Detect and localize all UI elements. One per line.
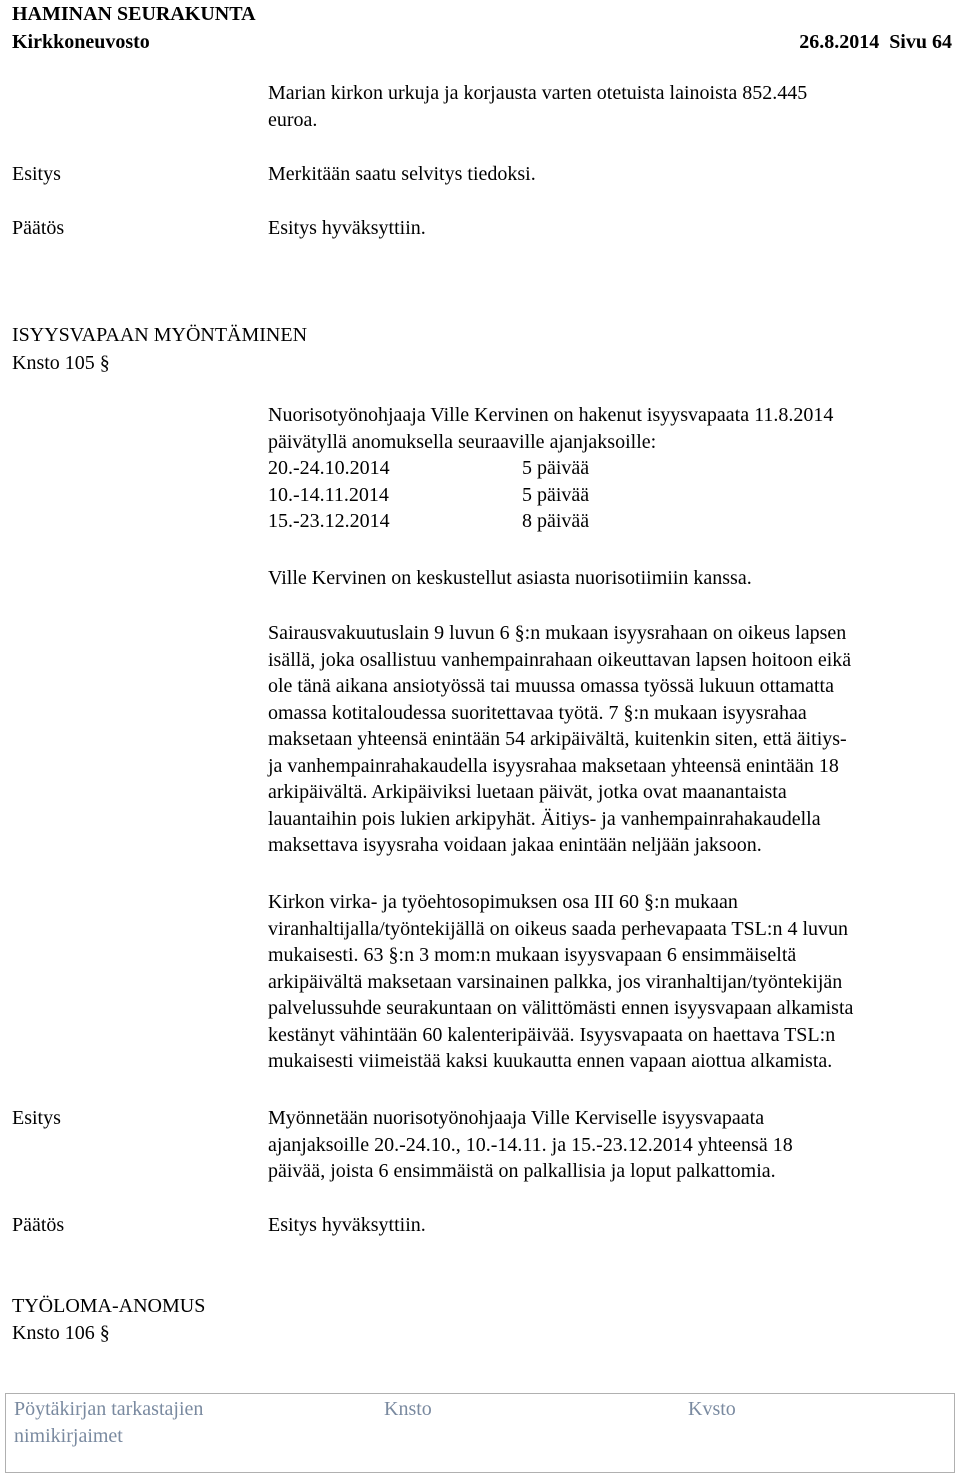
law-paragraph: Sairausvakuutuslain 9 luvun 6 §:n mukaan isyysrahaan on oikeus lapsen isällä, joka osallistuu vanhempainrahaan oikeuttavan lapsen hoitoon eikä ole tänä aikana ansiotyössä tai muussa omassa työssä lukuun ottamatta omassa kotitaloudessa suoritettavaa työtä. 7 §:n mukaan isyysrahaa maksetaan yhteensä enintään 54 arkipäivältä, kuitenkin siten, että äitiys- ja vanhempainrahakaudella isyysrahaa maksetaan yhteensä enintään 18 arkipäivältä. Arkipäiviksi luetaan päivät, jotka ovat maanantaista lauantaihin pois lukien arkipyhät. Äitiys- ja vanhempainrahakaudella maksettava isyysraha voidaan jakaa enintään neljään jaksoon.	[268, 622, 852, 856]
board-name: Kirkkoneuvosto	[12, 31, 150, 53]
esitys-label: Esitys	[12, 163, 61, 185]
paatos-label: Päätös	[12, 1214, 65, 1236]
paatos-text: Esitys hyväksyttiin.	[268, 1214, 426, 1236]
esitys-label: Esitys	[12, 1107, 61, 1129]
reviewers-label-2: nimikirjaimet	[14, 1425, 123, 1447]
kvsto-label: Kvsto	[688, 1398, 736, 1420]
loan-text: Marian kirkon urkuja ja korjausta varten otetuista lainoista 852.445 euroa.	[268, 82, 808, 131]
organization-name: HAMINAN SEURAKUNTA	[12, 3, 256, 25]
signature-box	[5, 1393, 955, 1473]
knsto-label: Knsto	[384, 1398, 432, 1420]
section-number: Knsto 105 §	[12, 352, 110, 374]
period-row: 15.-23.12.2014 8 päivää	[268, 510, 590, 532]
discussion-note: Ville Kervinen on keskustellut asiasta nuorisotiimiin kanssa.	[268, 567, 752, 589]
paatos-label: Päätös	[12, 217, 65, 239]
esitys-text: Myönnetään nuorisotyönohjaaja Ville Kerviselle isyysvapaata ajanjaksoille 20.-24.10., 10.-14.11. ja 15.-23.12.2014 yhteensä 18 päivää, joista 6 ensimmäistä on palkallisia ja loput palkattomia.	[268, 1107, 793, 1182]
section-title: TYÖLOMA-ANOMUS	[12, 1295, 206, 1317]
section-number: Knsto 106 §	[12, 1322, 110, 1344]
paatos-text: Esitys hyväksyttiin.	[268, 217, 426, 239]
agreement-paragraph: Kirkon virka- ja työehtosopimuksen osa III 60 §:n mukaan viranhaltijalla/työntekijällä on oikeus saada perhevapaata TSL:n 4 luvun mukaisesti. 63 §:n 3 mom:n mukaan isyysvapaan 6 ensimmäiseltä arkipäivältä maksetaan varsinainen palkka, jos viranhaltijan/työntekijän palvelussuhde seurakuntaan on välittömästi ennen isyysvapaan alkamista kestänyt vähintään 60 kalenteripäivää. Isyysvapaata on haettava TSL:n mukaisesti viimeistää kaksi kuukautta ennen vapaan aiottua alkamista.	[268, 891, 854, 1072]
period-row: 10.-14.11.2014 5 päivää	[268, 483, 590, 506]
reviewers-label: Pöytäkirjan tarkastajien	[14, 1398, 204, 1420]
period-row: 20.-24.10.2014 5 päivää	[268, 457, 590, 479]
section-title: ISYYSVAPAAN MYÖNTÄMINEN	[12, 324, 308, 346]
application-intro: Nuorisotyönohjaaja Ville Kervinen on hakenut isyysvapaata 11.8.2014 päivätyllä anomuksella seuraaville ajanjaksoille: 20.-24.10.2014 5 päivää 10.-14.11.2014 5 päivää 15.-23.12.2014 8 päivää	[268, 402, 958, 535]
esitys-text: Merkitään saatu selvitys tiedoksi.	[268, 163, 536, 185]
date-and-page: 26.8.2014 Sivu 64	[799, 31, 952, 53]
